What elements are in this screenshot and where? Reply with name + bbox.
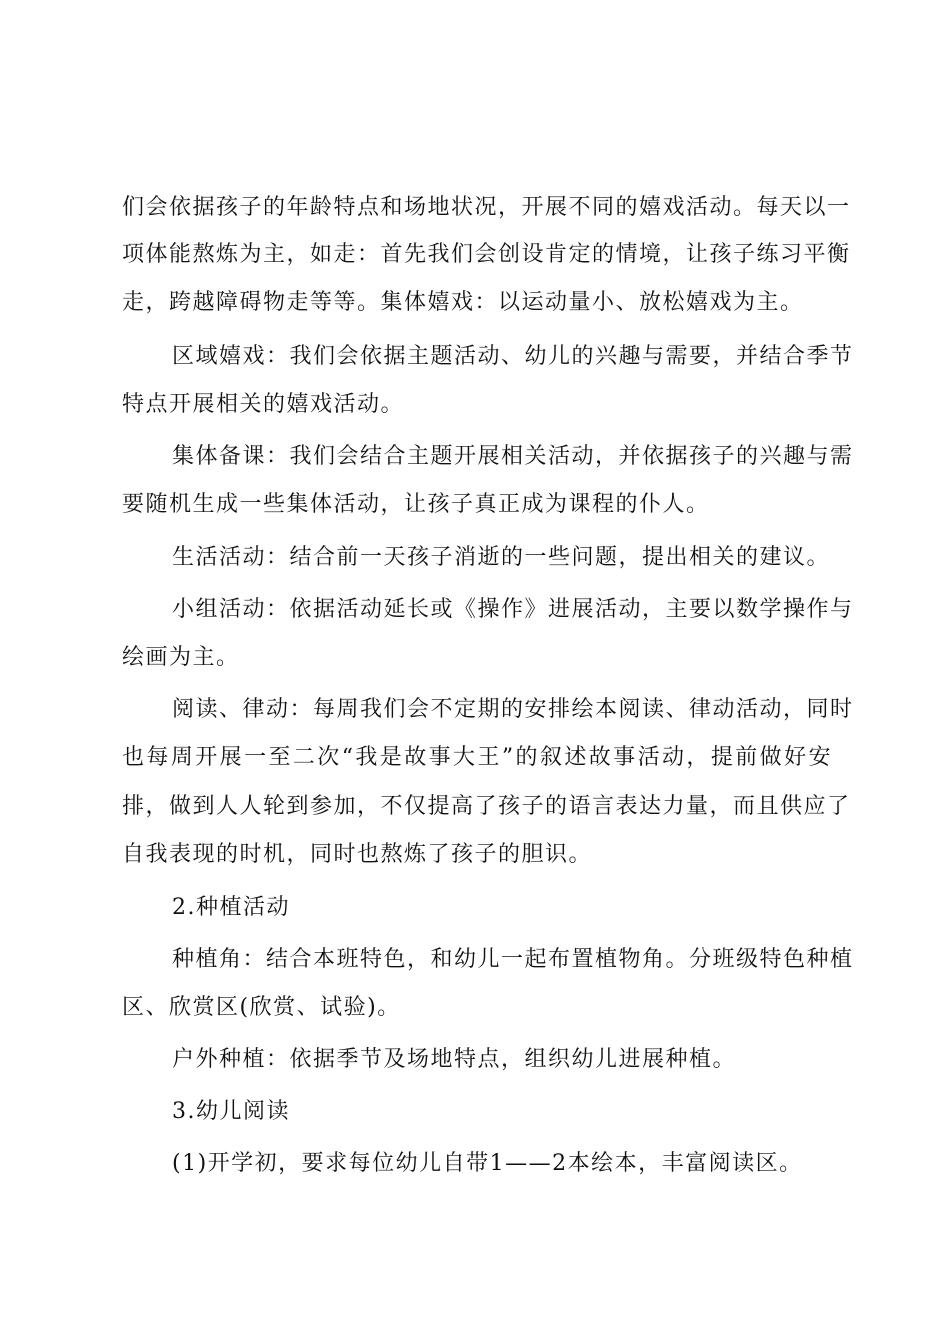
paragraph-line: 要随机生成一些集体活动，让孩子真正成为课程的仆人。: [122, 492, 710, 517]
paragraph-line: 排，做到人人轮到参加，不仅提高了孩子的语言表达力量，而且供应了: [122, 794, 851, 819]
paragraph-line: 集体备课：我们会结合主题开展相关活动，并依据孩子的兴趣与需: [172, 444, 854, 469]
section-heading: 3.幼儿阅读: [172, 1099, 290, 1124]
paragraph-line: 小组活动：依据活动延长或《操作》进展活动，主要以数学操作与: [172, 597, 854, 622]
paragraph-line: 们会依据孩子的年龄特点和场地状况，开展不同的嬉戏活动。每天以一: [122, 195, 851, 220]
paragraph-line: 特点开展相关的嬉戏活动。: [122, 392, 405, 417]
paragraph-line: 项体能熬炼为主，如走：首先我们会创设肯定的情境，让孩子练习平衡: [122, 242, 851, 267]
paragraph-line: 绘画为主。: [122, 645, 240, 670]
paragraph-line: 自我表现的时机，同时也熬炼了孩子的胆识。: [122, 842, 593, 867]
paragraph-line: 种植角：结合本班特色，和幼儿一起布置植物角。分班级特色种植: [172, 947, 854, 972]
paragraph-line: 区域嬉戏：我们会依据主题活动、幼儿的兴趣与需要，并结合季节: [172, 344, 854, 369]
paragraph-line: 生活活动：结合前一天孩子消逝的一些问题，提出相关的建议。: [172, 545, 831, 570]
paragraph-line: 户外种植：依据季节及场地特点，组织幼儿进展种植。: [172, 1047, 737, 1072]
paragraph-line: 走，跨越障碍物走等等。集体嬉戏：以运动量小、放松嬉戏为主。: [122, 290, 804, 315]
paragraph-line: (1)开学初，要求每位幼儿自带1——2本绘本，丰富阅读区。: [172, 1151, 803, 1176]
section-heading: 2.种植活动: [172, 895, 290, 920]
paragraph-line: 阅读、律动：每周我们会不定期的安排绘本阅读、律动活动，同时: [172, 697, 854, 722]
paragraph-line: 也每周开展一至二次“我是故事大王”的叙述故事活动，提前做好安: [122, 745, 832, 770]
paragraph-line: 区、欣赏区(欣赏、试验)。: [122, 995, 401, 1020]
